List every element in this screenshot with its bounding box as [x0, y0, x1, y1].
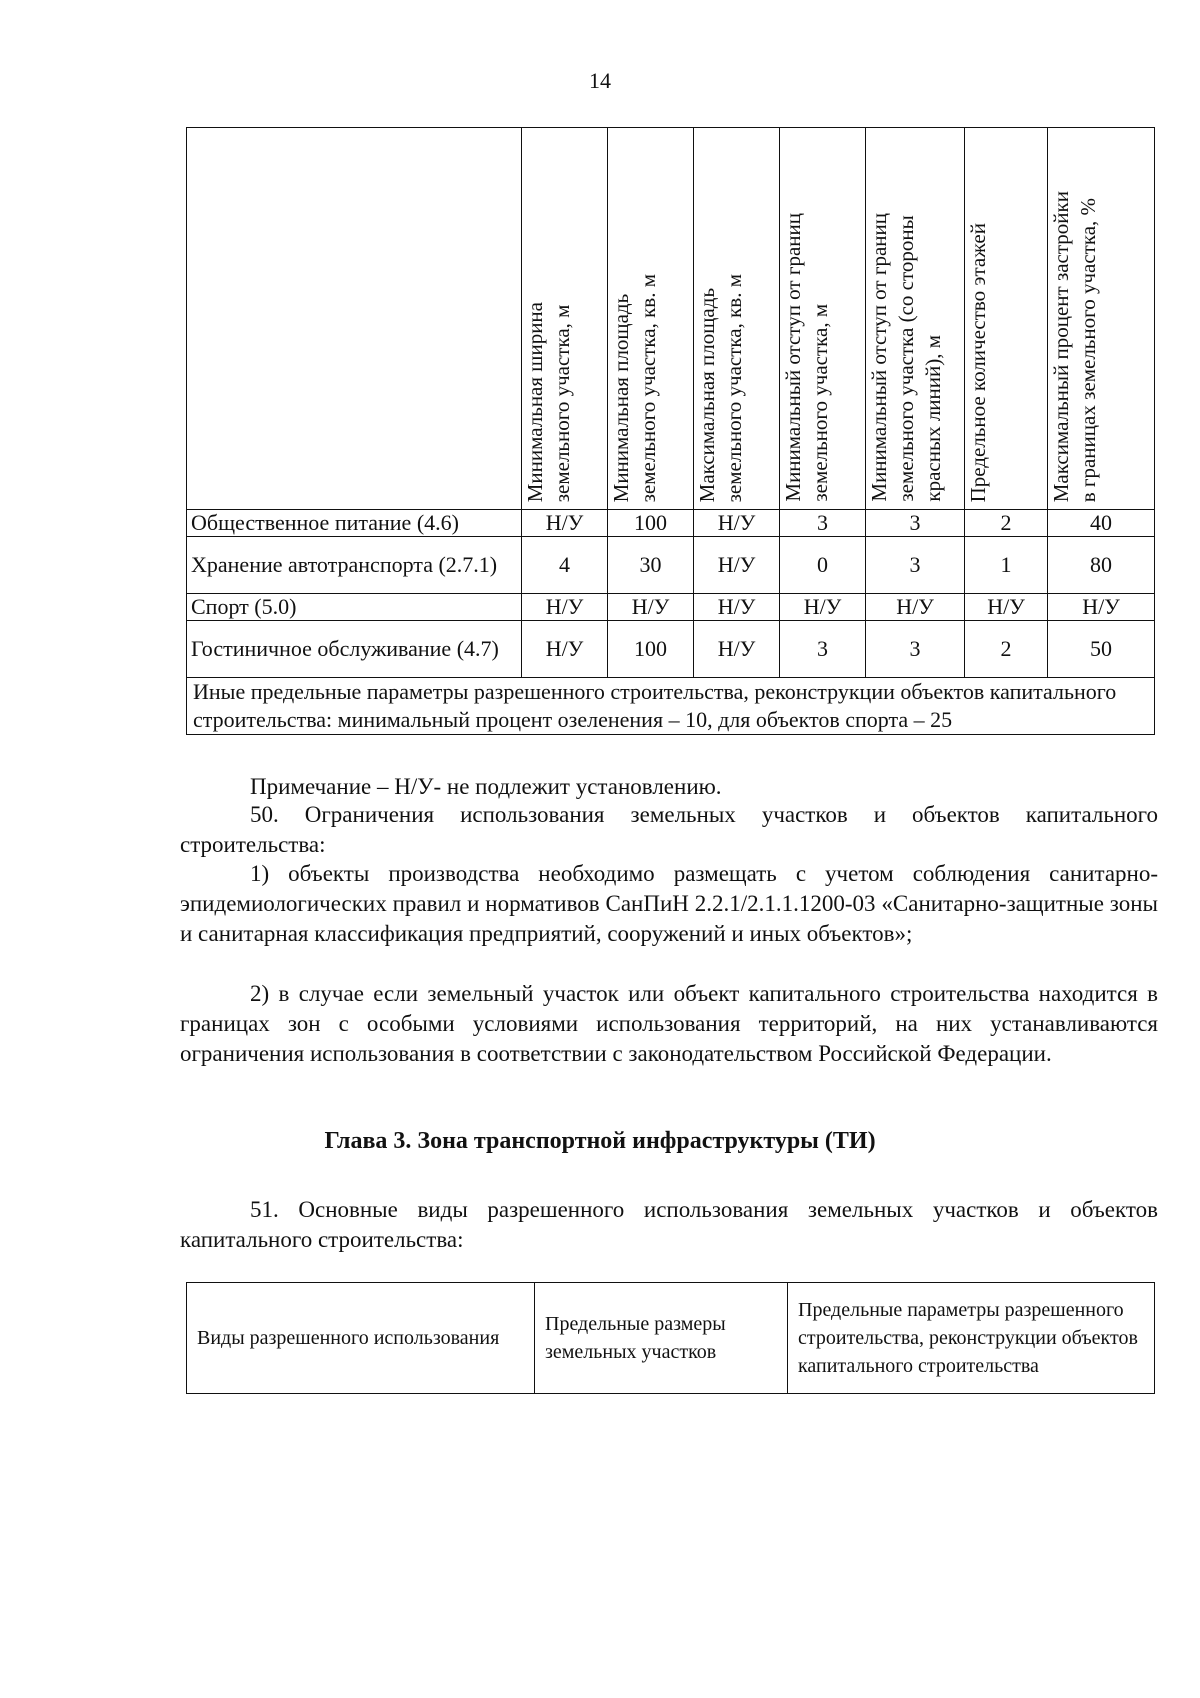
table-row: [187, 510, 1155, 537]
paragraph-50-item-1: 1) объекты производства необходимо размещать с учетом соблюдения санитарно-эпидемиологических правил и нормативов СанПиН 2.2.1/2.1.1.1200-03 «Санитарно-защитные зоны и санитарная классификация предприятий, сооружений и иных объектов»;: [180, 861, 1158, 946]
cell-value: 3: [866, 621, 965, 678]
cell-value: Н/У: [694, 621, 780, 678]
chapter-title: Глава 3. Зона транспортной инфраструктуры (ТИ): [324, 1128, 876, 1154]
cell-value: 1: [965, 537, 1048, 594]
page-number: 14: [589, 68, 611, 93]
cell-value: 3: [866, 537, 965, 594]
cell-value: 100: [608, 510, 694, 537]
cell-value: 2: [965, 510, 1048, 537]
table-row: [187, 594, 1155, 621]
header-use-types: Виды разрешенного использования: [187, 1283, 535, 1394]
table-row: [187, 537, 1155, 594]
cell-value: Н/У: [522, 594, 608, 621]
cell-value: Н/У: [1048, 594, 1155, 621]
row-name: Хранение автотранспорта (2.7.1): [187, 537, 522, 594]
header-plot-sizes: Предельные размеры земельных участков: [535, 1283, 788, 1394]
paragraph-50-item-2: 2) в случае если земельный участок или объект капитального строительства находится в границах зон с особыми условиями использования территорий, на них устанавливаются ограничения использования в соответствии с законодательством Российской Федерации.: [180, 981, 1158, 1066]
cell-value: 4: [522, 537, 608, 594]
cell-value: Н/У: [694, 537, 780, 594]
header-max-area: Максимальная площадь земельного участка, кв. м: [694, 128, 780, 510]
header-min-area: Минимальная площадь земельного участка, кв. м: [608, 128, 694, 510]
cell-value: 50: [1048, 621, 1155, 678]
table-header-row: [187, 128, 1155, 510]
cell-value: Н/У: [522, 510, 608, 537]
paragraph-51: 51. Основные виды разрешенного использования земельных участков и объектов капитального строительства:: [180, 1197, 1158, 1252]
row-name: Спорт (5.0): [187, 594, 522, 621]
table-header-row: [187, 1283, 1155, 1394]
permitted-uses-table: [186, 1282, 1155, 1394]
cell-value: Н/У: [522, 621, 608, 678]
cell-value: Н/У: [694, 594, 780, 621]
cell-value: Н/У: [694, 510, 780, 537]
row-name: Гостиничное обслуживание (4.7): [187, 621, 522, 678]
header-min-setback-red-lines: Минимальный отступ от границ земельного участка (со стороны красных линий), м: [866, 128, 965, 510]
table-footer-note: Иные предельные параметры разрешенного строительства, реконструкции объектов капитального строительства: минимальный процент озеленения – 10, для объектов спорта – 25: [187, 678, 1155, 735]
table-note: Примечание – Н/У- не подлежит установлению.: [250, 774, 722, 799]
header-min-setback: Минимальный отступ от границ земельного участка, м: [780, 128, 866, 510]
cell-value: 2: [965, 621, 1048, 678]
cell-value: 30: [608, 537, 694, 594]
cell-value: 3: [866, 510, 965, 537]
cell-value: 100: [608, 621, 694, 678]
cell-value: 80: [1048, 537, 1155, 594]
row-name: Общественное питание (4.6): [187, 510, 522, 537]
cell-value: Н/У: [608, 594, 694, 621]
header-max-coverage: Максимальный процент застройки в границах земельного участка, %: [1048, 128, 1155, 510]
parameters-table: [186, 127, 1155, 735]
cell-value: 3: [780, 621, 866, 678]
table-row: [187, 621, 1155, 678]
header-max-floors: Предельное количество этажей: [965, 128, 1048, 510]
cell-value: Н/У: [866, 594, 965, 621]
cell-value: 3: [780, 510, 866, 537]
cell-value: 0: [780, 537, 866, 594]
header-construction-params: Предельные параметры разрешенного строительства, реконструкции объектов капитального строительства: [788, 1283, 1155, 1394]
cell-value: 40: [1048, 510, 1155, 537]
cell-value: Н/У: [780, 594, 866, 621]
paragraph-50: 50. Ограничения использования земельных участков и объектов капитального строительства:: [180, 802, 1158, 857]
table-footer-row: [187, 678, 1155, 735]
header-min-width: Минимальная ширина земельного участка, м: [522, 128, 608, 510]
cell-value: Н/У: [965, 594, 1048, 621]
empty-header-cell: [187, 128, 522, 510]
